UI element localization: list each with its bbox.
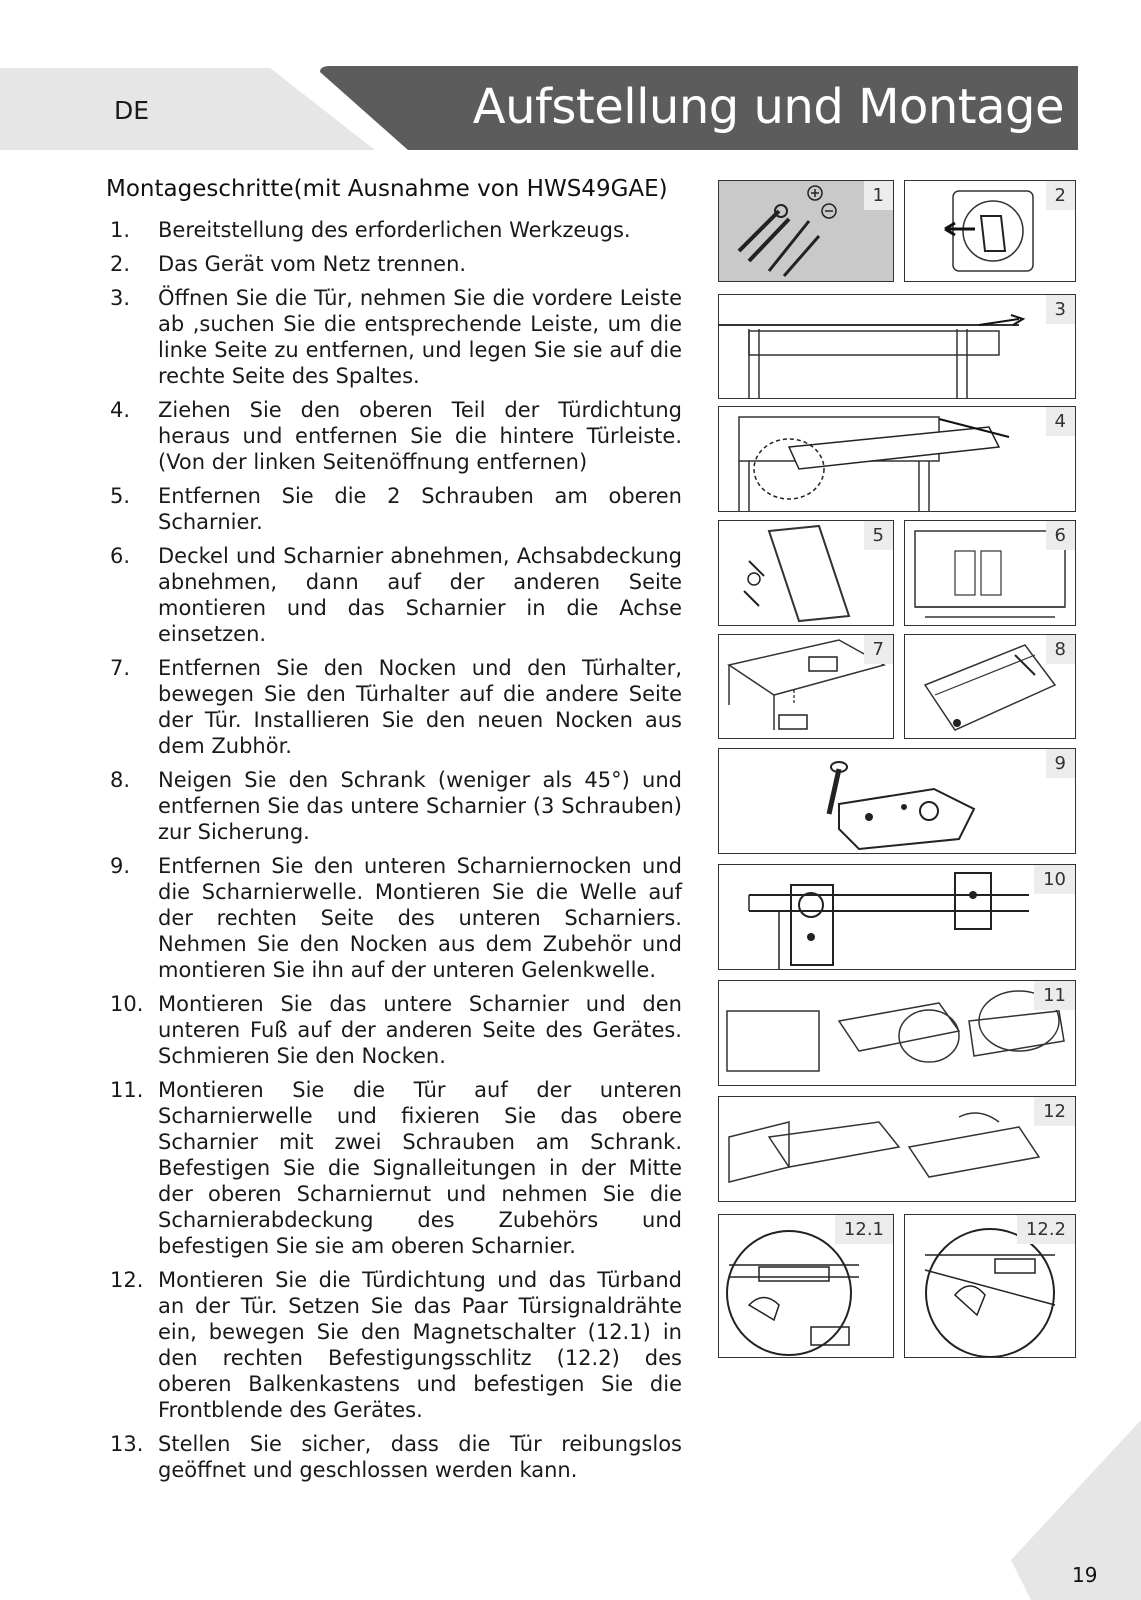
step-text: Montieren Sie die Türdichtung und das Türband an der Tür. Setzen Sie das Paar Türsignaldrähte ein, bewegen Sie den Magnetschalter (12.1) in den rechten Befestigungsschlitz (12.2) des oberen Balkenkastens und befestigen Sie die Frontblende des Gerätes.	[158, 1268, 682, 1422]
step-text: Neigen Sie den Schrank (weniger als 45°) und entfernen Sie das untere Scharnier (3 Schrauben) zur Sicherung.	[158, 768, 682, 844]
page-number: 19	[1072, 1563, 1098, 1587]
step-number: 13.	[110, 1432, 144, 1456]
step-number: 7.	[110, 656, 131, 680]
figure-label: 9	[1046, 749, 1075, 778]
figure-3	[718, 294, 1076, 399]
list-item	[110, 767, 682, 845]
language-label: DE	[114, 96, 150, 125]
step-number: 2.	[110, 252, 131, 276]
step-text: Ziehen Sie den oberen Teil der Türdichtung heraus und entfernen Sie die hintere Türleiste. (Von der linken Seitenöffnung entfernen)	[158, 398, 682, 474]
hinge-shaft-illustration	[719, 865, 1075, 969]
list-item	[110, 655, 682, 759]
list-item	[110, 397, 682, 475]
step-text: Bereitstellung des erforderlichen Werkzeugs.	[158, 218, 631, 242]
list-item	[110, 285, 682, 389]
step-text: Stellen Sie sicher, dass die Tür reibungslos geöffnet und geschlossen werden kann.	[158, 1432, 682, 1482]
figure-11	[718, 980, 1076, 1086]
step-text: Das Gerät vom Netz trennen.	[158, 252, 467, 276]
list-item	[110, 853, 682, 983]
step-number: 4.	[110, 398, 131, 422]
figure-12-1	[718, 1214, 894, 1358]
step-text: Montieren Sie die Tür auf der unteren Scharnierwelle und fixieren Sie das obere Scharnier mit zwei Schrauben am Schrank. Befestigen Sie die Signalleitungen in der Mitte der oberen Scharniernut und nehmen Sie die Scharnierabdeckung des Zubehörs und befestigen Sie sie am oberen Scharnier.	[158, 1078, 682, 1258]
figure-label: 3	[1046, 295, 1075, 324]
step-number: 9.	[110, 854, 131, 878]
figure-label: 1	[864, 181, 893, 210]
door-strip-illustration	[719, 407, 1075, 511]
figure-label: 12.2	[1017, 1215, 1075, 1244]
figure-4	[718, 406, 1076, 512]
step-number: 11.	[110, 1078, 144, 1102]
step-number: 8.	[110, 768, 131, 792]
figure-label: 10	[1034, 865, 1075, 894]
figure-label: 11	[1034, 981, 1075, 1010]
step-number: 10.	[110, 992, 144, 1016]
lower-hinge-illustration	[719, 749, 1075, 853]
door-mount-illustration	[719, 981, 1075, 1085]
title-banner	[320, 66, 1078, 150]
figure-label: 12	[1034, 1097, 1075, 1126]
figure-9	[718, 748, 1076, 854]
figure-label: 6	[1046, 521, 1075, 550]
figure-label: 8	[1046, 635, 1075, 664]
figure-5	[718, 520, 894, 626]
step-number: 3.	[110, 286, 131, 310]
list-item	[110, 543, 682, 647]
list-item	[110, 1431, 682, 1483]
step-number: 6.	[110, 544, 131, 568]
figure-2-unplug	[904, 180, 1076, 282]
figure-12-2	[904, 1214, 1076, 1358]
list-item	[110, 483, 682, 535]
figure-12	[718, 1096, 1076, 1202]
list-item	[110, 217, 682, 243]
figure-label: 7	[864, 635, 893, 664]
step-text: Deckel und Scharnier abnehmen, Achsabdeckung abnehmen, dann auf der anderen Seite montieren und das Scharnier in die Achse einsetzen.	[158, 544, 682, 646]
step-number: 12.	[110, 1268, 144, 1292]
section-heading: Montageschritte(mit Ausnahme von HWS49GAE)	[106, 176, 668, 202]
list-item	[110, 991, 682, 1069]
figure-label: 5	[864, 521, 893, 550]
step-number: 1.	[110, 218, 131, 242]
page-corner	[991, 1420, 1141, 1600]
step-text: Entfernen Sie den unteren Scharniernocken und die Scharnierwelle. Montieren Sie die Welle auf der rechten Seite des unteren Scharniers. Nehmen Sie den Nocken aus dem Zubehör und montieren Sie ihn auf der unteren Gelenkwelle.	[158, 854, 682, 982]
step-number: 5.	[110, 484, 131, 508]
list-item	[110, 251, 682, 277]
signal-wire-illustration	[719, 1097, 1075, 1201]
figure-label: 12.1	[835, 1215, 893, 1244]
step-text: Öffnen Sie die Tür, nehmen Sie die vordere Leiste ab ,suchen Sie die entsprechende Leiste, um die linke Seite zu entfernen, und legen Sie sie auf die rechte Seite des Spaltes.	[158, 286, 682, 388]
figure-10	[718, 864, 1076, 970]
page-title: Aufstellung und Montage	[472, 79, 1064, 135]
cabinet-top-illustration	[719, 295, 1075, 398]
step-text: Entfernen Sie den Nocken und den Türhalter, bewegen Sie den Türhalter auf die andere Seite der Tür. Installieren Sie den neuen Nocken aus dem Zubhör.	[158, 656, 682, 758]
steps-list	[110, 217, 682, 1491]
figure-8	[904, 634, 1076, 739]
list-item	[110, 1267, 682, 1423]
step-text: Montieren Sie das untere Scharnier und den unteren Fuß auf der anderen Seite des Gerätes. Schmieren Sie den Nocken.	[158, 992, 682, 1068]
figure-label: 2	[1046, 181, 1075, 210]
figure-1-tools	[718, 180, 894, 282]
list-item	[110, 1077, 682, 1259]
figure-6	[904, 520, 1076, 626]
figure-label: 4	[1046, 407, 1075, 436]
step-text: Entfernen Sie die 2 Schrauben am oberen Scharnier.	[158, 484, 682, 534]
figure-7	[718, 634, 894, 739]
